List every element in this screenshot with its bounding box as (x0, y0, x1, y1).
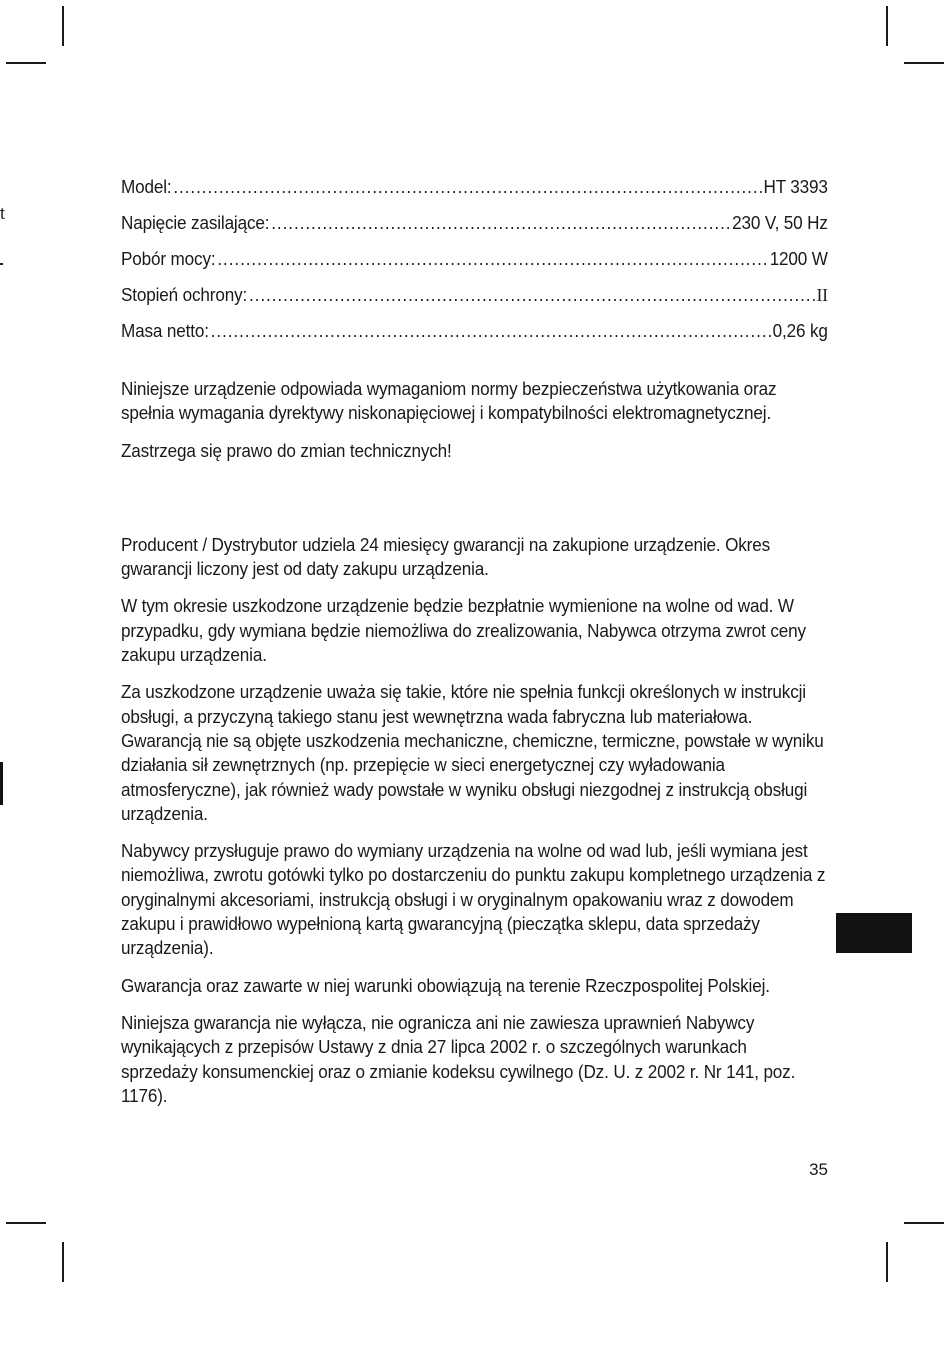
spec-label: Stopień ochrony: (121, 284, 248, 305)
crop-mark (904, 1222, 944, 1224)
crop-mark (904, 62, 944, 64)
crop-mark (62, 6, 64, 46)
spec-row-protection-class (121, 283, 828, 319)
spec-label: Pobór mocy: (121, 248, 216, 269)
spec-value: HT 3393 (763, 176, 828, 197)
spec-value: 0,26 kg (772, 320, 828, 341)
crop-mark (6, 1222, 46, 1224)
spec-row-model (121, 175, 828, 211)
crop-mark (62, 1242, 64, 1282)
page-content (121, 175, 828, 1108)
technical-specs (121, 175, 828, 355)
warranty-paragraph: Za uszkodzone urządzenie uważa się takie, które nie spełnia funkcji określonych w instrukcji obsługi, a przyczyną takiego stanu jest wewnętrzna wada fabryczna lub materiałowa. Gwarancją nie są objęte uszkodzenia mechaniczne, chemiczne, termiczne, powstałe w wyniku działania sił zewnętrznych (np. przepięcie w sieci energetycznej czy wyładowania atmosferyczne), jak również wady powstałe w wyniku obsługi niezgodnej z instrukcją obsługi urządzenia. (121, 681, 824, 824)
spec-row-voltage (121, 211, 828, 247)
warranty-paragraph: Gwarancja oraz zawarte w niej warunki obowiązują na terenie Rzeczpospolitej Polskiej. (121, 974, 770, 996)
leader-dots (249, 283, 815, 307)
crop-mark (886, 6, 888, 46)
left-edge-bar (0, 762, 3, 805)
leader-dots (211, 319, 771, 343)
technical-changes-note: Zastrzega się prawo do zmian technicznych! (121, 439, 452, 461)
edge-character: t (0, 204, 5, 223)
warranty-paragraph: Niniejsza gwarancja nie wyłącza, nie ogranicza ani nie zawiesza uprawnień Nabywcy wynikających z przepisów Ustawy z dnia 27 lipca 2002 r. o szczególnych warunkach sprzedaży konsumenckiej oraz o zmianie kodeksu cywilnego (Dz. U. z 2002 r. Nr 141, poz. 1176). (121, 1011, 796, 1106)
crop-mark (886, 1242, 888, 1282)
warranty-paragraph: Nabywcy przysługuje prawo do wymiany urządzenia na wolne od wad lub, jeśli wymiana jest niemożliwa, zwrotu gotówki tylko po dostarczeniu do punktu zakupu kompletnego urządzenia z oryginalnymi akcesoriami, instrukcją obsługi i w oryginalnym opakowaniu wraz z dowodem zakupu i prawidłowo wypełnioną kartą gwarancyjną (pieczątka sklepu, data sprzedaży urządzenia). (121, 840, 826, 959)
crop-mark (6, 62, 46, 64)
spec-row-power (121, 247, 828, 283)
warranty-paragraph: W tym okresie uszkodzone urządzenie będzie bezpłatnie wymienione na wolne od wad. W przypadku, gdy wymiana będzie niemożliwa do zrealizowania, Nabywca otrzyma zwrot ceny zakupu urządzenia. (121, 595, 806, 666)
warranty-paragraph: Producent / Dystrybutor udziela 24 miesięcy gwarancji na zakupione urządzenie. Okres gwarancji liczony jest od daty zakupu urządzenia. (121, 533, 770, 580)
language-tab-marker (836, 913, 912, 953)
edge-mark (0, 263, 3, 265)
spec-value: 230 V, 50 Hz (732, 212, 828, 233)
page-number: 35 (809, 1160, 828, 1179)
spec-label: Masa netto: (121, 320, 209, 341)
leader-dots (173, 175, 761, 199)
conformity-paragraph: Niniejsze urządzenie odpowiada wymaganiom normy bezpieczeństwa użytkowania oraz spełnia wymagania dyrektywy niskonapięciowej i kompatybilności elektromagnetycznej. (121, 378, 777, 424)
leader-dots (217, 247, 767, 271)
spec-label: Model: (121, 176, 172, 197)
spec-value: II (816, 285, 828, 305)
spec-label: Napięcie zasilające: (121, 212, 270, 233)
leader-dots (271, 211, 730, 235)
spec-value: 1200 W (769, 248, 828, 269)
spec-row-net-weight (121, 319, 828, 355)
